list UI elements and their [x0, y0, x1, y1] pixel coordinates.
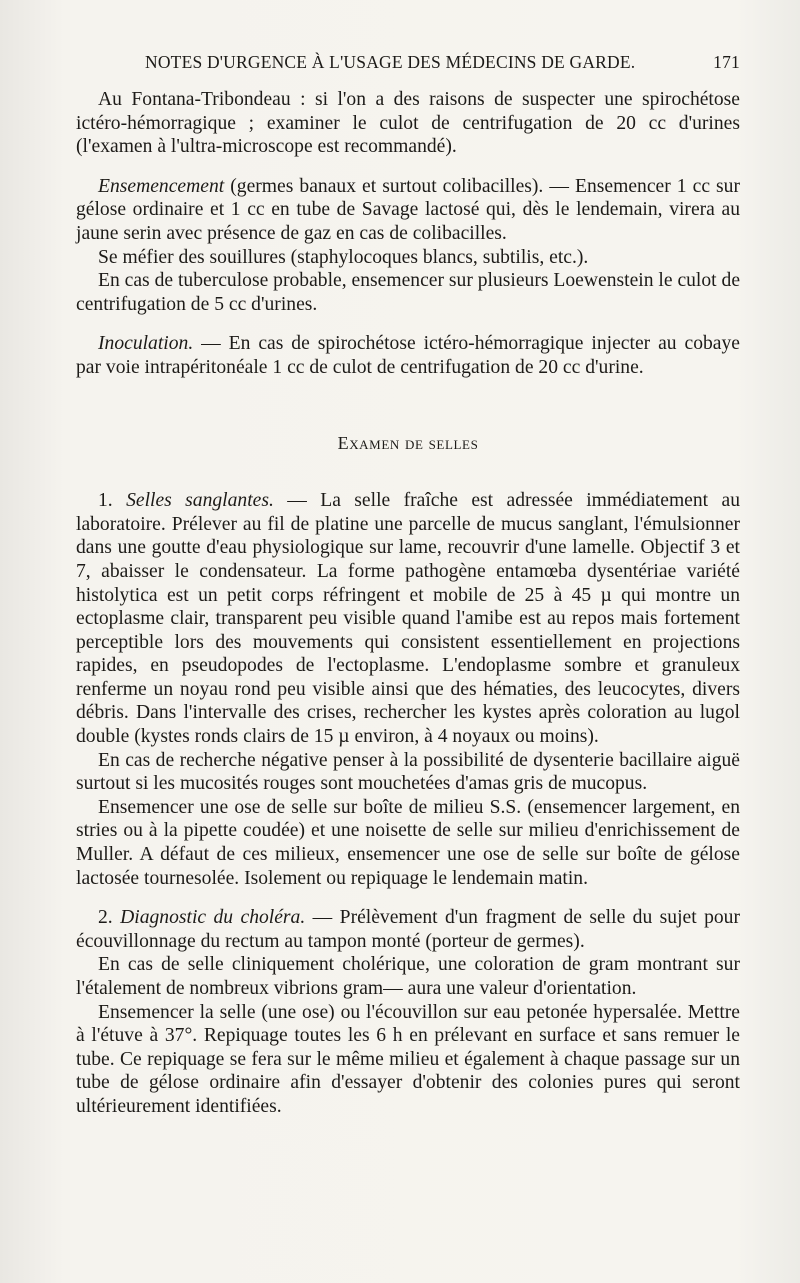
paragraph-lead: Inoculation. [98, 333, 194, 355]
paragraph-ensemencement [76, 175, 740, 246]
page-number: 171 [713, 52, 740, 72]
paragraph-souillures: Se méfier des souillures (staphylocoques blancs, subtilis, etc.). [98, 246, 589, 268]
paragraph-fontana: Au Fontana-Tribondeau : si l'on a des raisons de suspecter une spirochétose ictéro-hémorragique ; examiner le culot de centrifugation de 20 cc d'urines (l'examen à l'ultra-microscope est recommandé). [76, 89, 740, 158]
paragraph-gram: En cas de selle cliniquement cholérique, une coloration de gram montrant sur l'étalement de nombreux vibrions gram— aura une valeur d'orientation. [76, 954, 740, 999]
section-heading: Examen de selles [337, 432, 479, 453]
paragraph-text: — Prélèvement d'un fragment de selle du sujet pour écouvillonnage du rectum au tampon monté (porteur de germes). [76, 907, 741, 952]
paragraph-eau-peptonee: Ensemencer la selle (une ose) ou l'écouvillon sur eau petonée hypersalée. Mettre à l'étuve à 37°. Repiquage toutes les 6 h en prélevant en surface et sans remuer le tube. Ce repiquage se fera sur le même milieu et également à chaque passage sur un tube de gélose ordinaire afin d'essayer d'obtenir des colonies pures qui seront ultérieurement identifiées. [76, 1001, 740, 1117]
paragraph-lead: Selles sanglantes. [126, 490, 274, 512]
paragraph-text: — En cas de spirochétose ictéro-hémorragique injecter au cobaye par voie intrapéritonéale 1 cc de culot de centrifugation de 20 cc d'urine. [76, 333, 740, 378]
paragraph-ensemencer-ss: Ensemencer une ose de selle sur boîte de milieu S.S. (ensemencer largement, en stries ou à la pipette coudée) et une noisette de selle sur milieu d'enrichissement de Muller. A défaut de ces milieux, ensemencer une ose de selle sur boîte de gélose lactosée tournesolée. Isolement ou repiquage le lendemain matin. [76, 796, 740, 889]
paragraph-inoculation [76, 332, 740, 379]
paragraph-cholera [76, 906, 740, 953]
paragraph-text: — La selle fraîche est adressée immédiatement au laboratoire. Prélever au fil de platine une parcelle de mucus sanglant, l'émulsionner dans une goutte d'eau physiologique sur lame, recouvrir d'une lamelle. Objectif 3 et 7, abaisser le condensateur. La forme pathogène entamœba dysentériae variété histolytica est un petit corps réfringent et mobile de 25 à 45 µ qui montre un ectoplasme clair, transparent peu visible quand l'amibe est au repos mais fortement perceptible lors des mouvements qui consistent essentiellement en projections rapides, en pseudopodes de l'ectoplasme. L'endoplasme sombre et granuleux renferme un noyau rond peu visible ainsi que des hématies, des leucocytes, divers débris. Dans l'intervalle des crises, rechercher les kystes après coloration au lugol double (kystes ronds clairs de 15 µ environ, à 4 noyaux ou moins). [76, 490, 740, 748]
running-head-title: NOTES D'URGENCE À L'USAGE DES MÉDECINS DE GARDE. [145, 52, 636, 72]
paragraph-lead: Ensemencement [98, 175, 225, 197]
page-body [76, 88, 740, 1119]
paragraph-selles-sanglantes [76, 489, 740, 749]
paragraph-dysenterie-bacillaire: En cas de recherche négative penser à la possibilité de dysenterie bacillaire aiguë surtout si les mucosités rouges sont mouchetées d'amas gris de mucopus. [76, 749, 740, 795]
item-number: 2. [98, 907, 121, 929]
item-number: 1. [98, 490, 127, 512]
paragraph-tuberculose: En cas de tuberculose probable, ensemencer sur plusieurs Loewenstein le culot de centrifugation de 5 cc d'urines. [76, 270, 741, 315]
paragraph-text: (germes banaux et surtout colibacilles). — Ensemencer 1 cc sur gélose ordinaire et 1 cc en tube de Savage lactosé qui, dès le lendemain, virera au jaune serin avec présence de gaz en cas de colibacilles. [76, 175, 740, 244]
paragraph-lead: Diagnostic du choléra. [120, 907, 306, 929]
